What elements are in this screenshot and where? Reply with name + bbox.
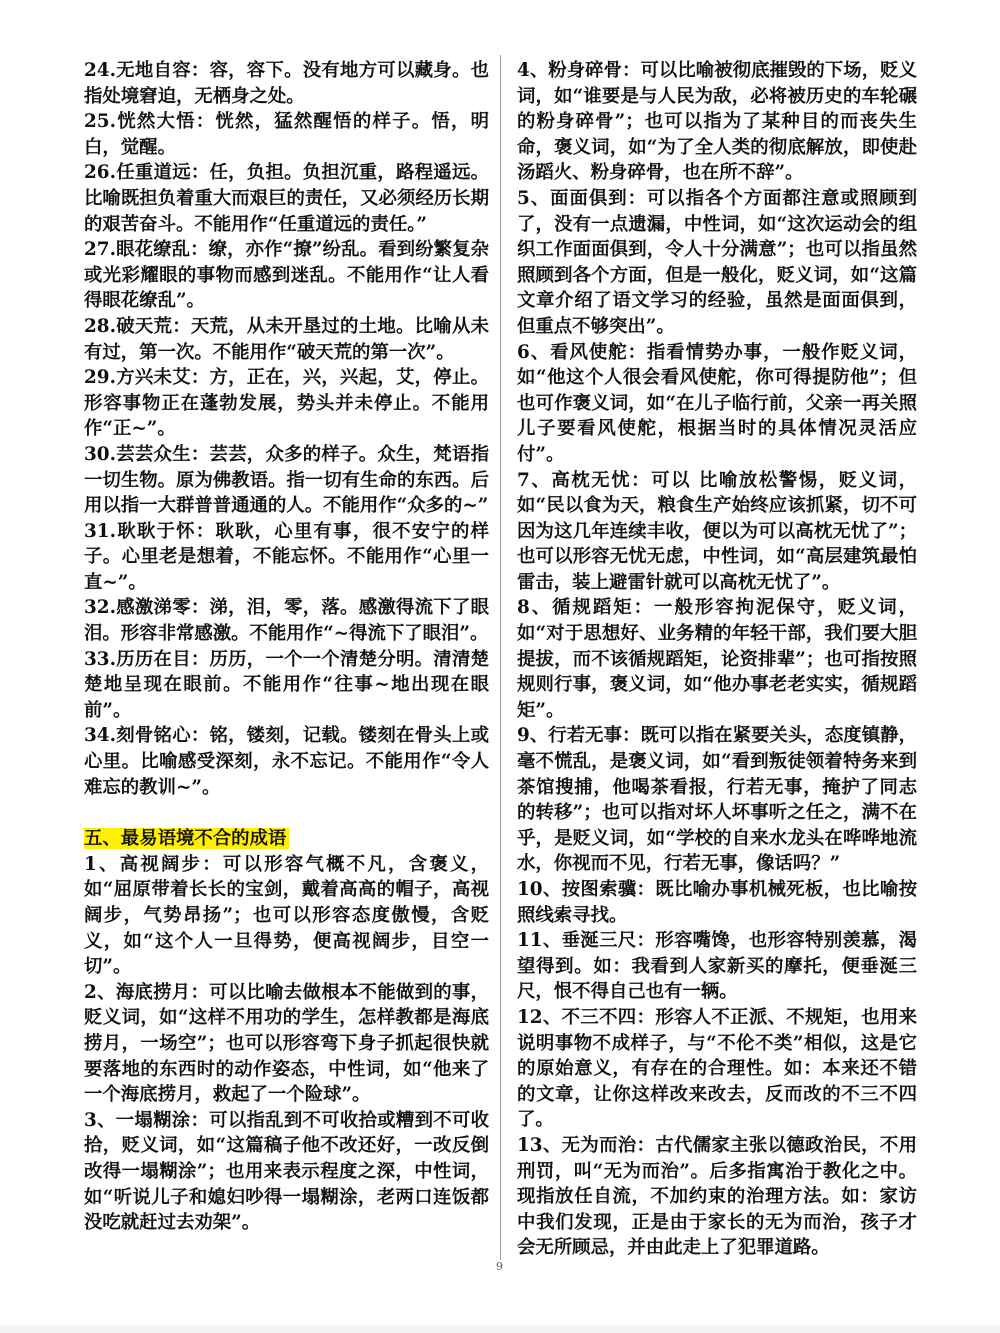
context-idiom-entry-10: 10、按图索骥：既比喻办事机械死板，也比喻按照线索寻找。 <box>517 879 917 926</box>
context-idiom-entry-4: 4、粉身碎骨：可以比喻被彻底摧毁的下场，贬义词，如“谁要是与人民为敌，必将被历史的车轮碾的粉身碎骨”；也可以指为了某种目的而丧失生命，褒义词，如“为了全人类的彻底解放，即使赴汤蹈火、粉身碎骨，也在所不辞”。 <box>517 60 917 184</box>
idiom-entry-27: 27.眼花缭乱：缭，亦作“撩”纷乱。看到纷繁复杂或光彩耀眼的事物而感到迷乱。不能用作“让人看得眼花缭乱”。 <box>84 239 489 312</box>
idiom-entry-28: 28.破天荒：天荒，从未开垦过的土地。比喻从未有过，第一次。不能用作“破天荒的第一次”。 <box>84 315 489 363</box>
idiom-entry-24: 24.无地自容：容，容下。没有地方可以藏身。也指处境窘迫，无栖身之处。 <box>84 60 489 107</box>
idiom-entry-26: 26.任重道远：任，负担。负担沉重，路程遥远。比喻既担负着重大而艰巨的责任，又必须经历长期的艰苦奋斗。不能用作“任重道远的责任。” <box>84 162 489 235</box>
idiom-entry-34: 34.刻骨铭心：铭，镂刻，记载。镂刻在骨头上或心里。比喻感受深刻，永不忘记。不能用作“令人难忘的教训~”。 <box>84 725 489 798</box>
left-column <box>84 58 489 1236</box>
context-idiom-entry-2: 2、海底捞月：可以比喻去做根本不能做到的事，贬义词，如“这样不用功的学生，怎样教都是海底捞月，一场空”；也可以形容弯下身子抓起很快就要落地的东西时的动作姿态，中性词，如“他来了一个海底捞月，救起了一个险球”。 <box>84 981 489 1106</box>
context-idiom-entry-11: 11、垂涎三尺：形容嘴馋，也形容特别羡慕，渴望得到。如：我看到人家新买的摩托，便垂涎三尺，恨不得自己也有一辆。 <box>517 930 917 1003</box>
context-idiom-entry-9: 9、行若无事：既可以指在紧要关头，态度镇静，毫不慌乱，是褒义词，如“看到叛徒领着特务来到茶馆搜捕，他喝茶看报，行若无事，掩护了同志的转移”；也可以指对坏人坏事听之任之，满不在乎，是贬义词，如“学校的自来水龙头在哗哗地流水，你视而不见，行若无事，像话吗？” <box>517 725 917 875</box>
idiom-entry-25: 25.恍然大悟：恍然，猛然醒悟的样子。悟，明白，觉醒。 <box>84 111 489 158</box>
right-column <box>517 58 917 1261</box>
context-idiom-entry-13: 13、无为而治：古代儒家主张以德政治民，不用刑罚，叫“无为而治”。后多指寓治于教化之中。现指放任自流，不加约束的治理方法。如：家访中我们发现，正是由于家长的无为而治，孩子才会无所顾忌，并由此走上了犯罪道路。 <box>517 1134 917 1259</box>
idiom-entry-29: 29.方兴未艾：方，正在，兴，兴起，艾，停止。形容事物正在蓬勃发展，势头并未停止。不能用作“正~”。 <box>84 367 489 440</box>
context-idiom-entry-1: 1、高视阔步：可以形容气概不凡，含褒义，如“屈原带着长长的宝剑，戴着高高的帽子，高视阔步，气势昂扬”；也可以形容态度傲慢，含贬义，如“这个人一旦得势，便高视阔步，目空一切”。 <box>84 853 489 978</box>
column-divider <box>500 55 501 1260</box>
context-idiom-entry-3: 3、一塌糊涂：可以指乱到不可收拾或糟到不可收拾，贬义词，如“这篇稿子他不改还好，一改反倒改得一塌糊涂”；也用来表示程度之深，中性词，如“听说儿子和媳妇吵得一塌糊涂，老两口连饭都没吃就赶过去劝架”。 <box>84 1109 489 1234</box>
context-idiom-entry-12: 12、不三不四：形容人不正派、不规矩，也用来说明事物不成样子，与“不伦不类”相似，这是它的原始意义，有存在的合理性。如：本来还不错的文章，让你这样改来改去，反而改的不三不四了。 <box>517 1006 917 1131</box>
page-bottom-edge <box>0 1325 1000 1333</box>
idiom-entry-32: 32.感激涕零：涕，泪，零，落。感激得流下了眼泪。形容非常感激。不能用作“~得流下了眼泪”。 <box>84 597 489 645</box>
section-title-highlight: 五、最易语境不合的成语 <box>84 828 289 849</box>
context-idiom-entry-7: 7、高枕无忧：可以 比喻放松警惕，贬义词，如“民以食为天，粮食生产始终应该抓紧，切不可因为这几年连续丰收，便以为可以高枕无忧了”；也可以形容无忧无虑，中性词，如“高层建筑最怕雷击，装上避雷针就可以高枕无忧了”。 <box>517 469 917 593</box>
context-idiom-entry-8: 8、循规蹈矩：一般形容拘泥保守，贬义词，如“对于思想好、业务精的年轻干部，我们要大胆提拔，而不该循规蹈矩，论资排辈”；也可指按照规则行事，褒义词，如“他办事老老实实，循规蹈矩”。 <box>517 597 917 721</box>
context-idiom-entry-5: 5、面面俱到：可以指各个方面都注意或照顾到了，没有一点遗漏，中性词，如“这次运动会的组织工作面面俱到，令人十分满意”；也可以指虽然照顾到各个方面，但是一般化，贬义词，如“这篇文章介绍了语文学习的经验，虽然是面面俱到，但重点不够突出”。 <box>517 187 917 337</box>
section-heading <box>84 826 489 852</box>
page-number: 9 <box>496 1260 503 1273</box>
idiom-entry-30: 30.芸芸众生：芸芸，众多的样子。众生，梵语指一切生物。原为佛教语。指一切有生命的东西。后用以指一大群普普通通的人。不能用作“众多的~” <box>84 443 489 517</box>
idiom-entry-31: 31.耿耿于怀：耿耿，心里有事，很不安宁的样子。心里老是想着，不能忘怀。不能用作“心里一直~”。 <box>84 520 489 593</box>
idiom-entry-33: 33.历历在目：历历，一个一个清楚分明。清清楚楚地呈现在眼前。不能用作“往事~地出现在眼前”。 <box>84 648 489 721</box>
context-idiom-entry-6: 6、看风使舵：指看情势办事，一般作贬义词，如“他这个人很会看风使舵，你可得提防他”；但也可作褒义词，如“在儿子临行前，父亲一再关照儿子要看风使舵，根据当时的具体情况灵活应付”。 <box>517 341 917 465</box>
